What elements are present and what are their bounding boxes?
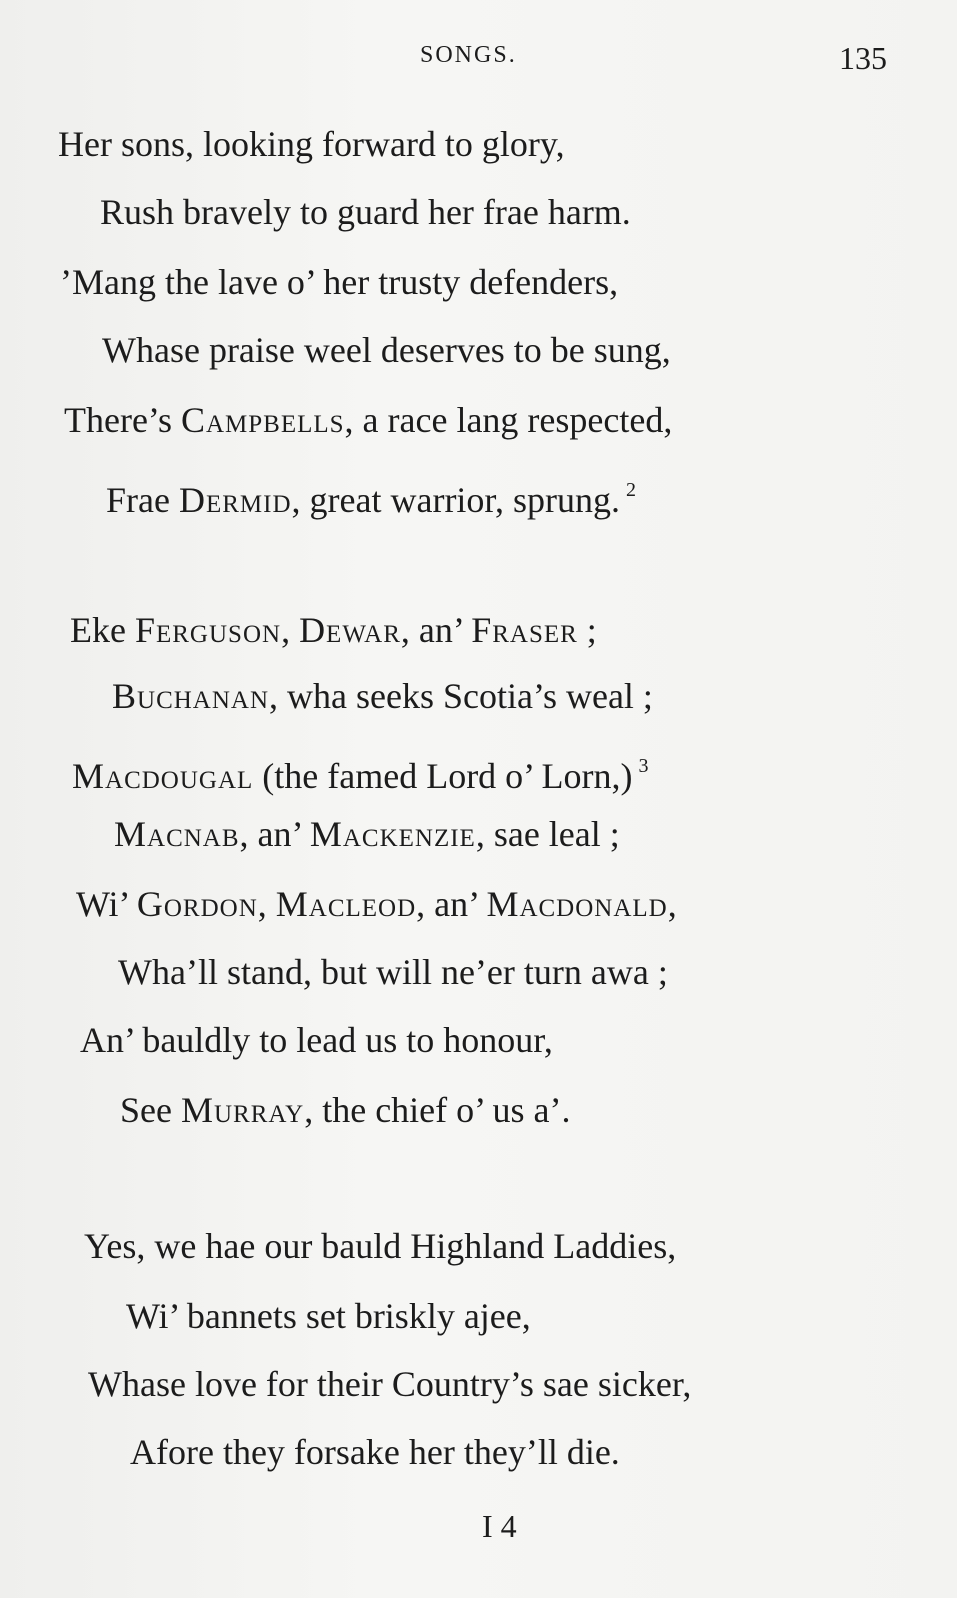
verse-line: Macdougal (the famed Lord o’ Lorn,) $^3$ [72, 755, 649, 796]
verse-line: Wi’ bannets set briskly ajee, [126, 1296, 531, 1336]
verse-line: Whase praise weel deserves to be sung, [102, 330, 671, 370]
footnote-marker: 2 [625, 479, 636, 501]
verse-line: Wi’ Gordon, Macleod, an’ Macdonald, [76, 884, 677, 924]
verse-line: Her sons, looking forward to glory, [58, 124, 565, 164]
verse-line: Whase love for their Country’s sae sicker, [88, 1364, 692, 1404]
verse-line: Afore they forsake her they’ll die. [130, 1432, 620, 1472]
verse-line: Rush bravely to guard her frae harm. [100, 192, 631, 232]
verse-line: See Murray, the chief o’ us a’. [120, 1090, 571, 1130]
verse-line: Frae Dermid, great warrior, sprung. $^2$ [106, 479, 636, 520]
verse-line: ’Mang the lave o’ her trusty defenders, [60, 262, 619, 302]
verse-line: Yes, we hae our bauld Highland Laddies, [84, 1226, 677, 1266]
verse-line: An’ bauldly to lead us to honour, [80, 1020, 553, 1060]
footnote-marker: 3 [638, 755, 649, 777]
verse-line: Wha’ll stand, but will ne’er turn awa ; [118, 952, 668, 992]
verse-line: Macnab, an’ Mackenzie, sae leal ; [114, 814, 620, 854]
verse-line: Buchanan, wha seeks Scotia’s weal ; [112, 676, 653, 716]
verse-line: Eke Ferguson, Dewar, an’ Fraser ; [70, 610, 597, 650]
signature-mark: I 4 [482, 1508, 517, 1544]
verse-line: There’s Campbells, a race lang respected, [64, 400, 673, 440]
section-title: SONGS. [420, 42, 517, 68]
page-number: 135 [839, 40, 887, 76]
running-head [0, 40, 957, 80]
